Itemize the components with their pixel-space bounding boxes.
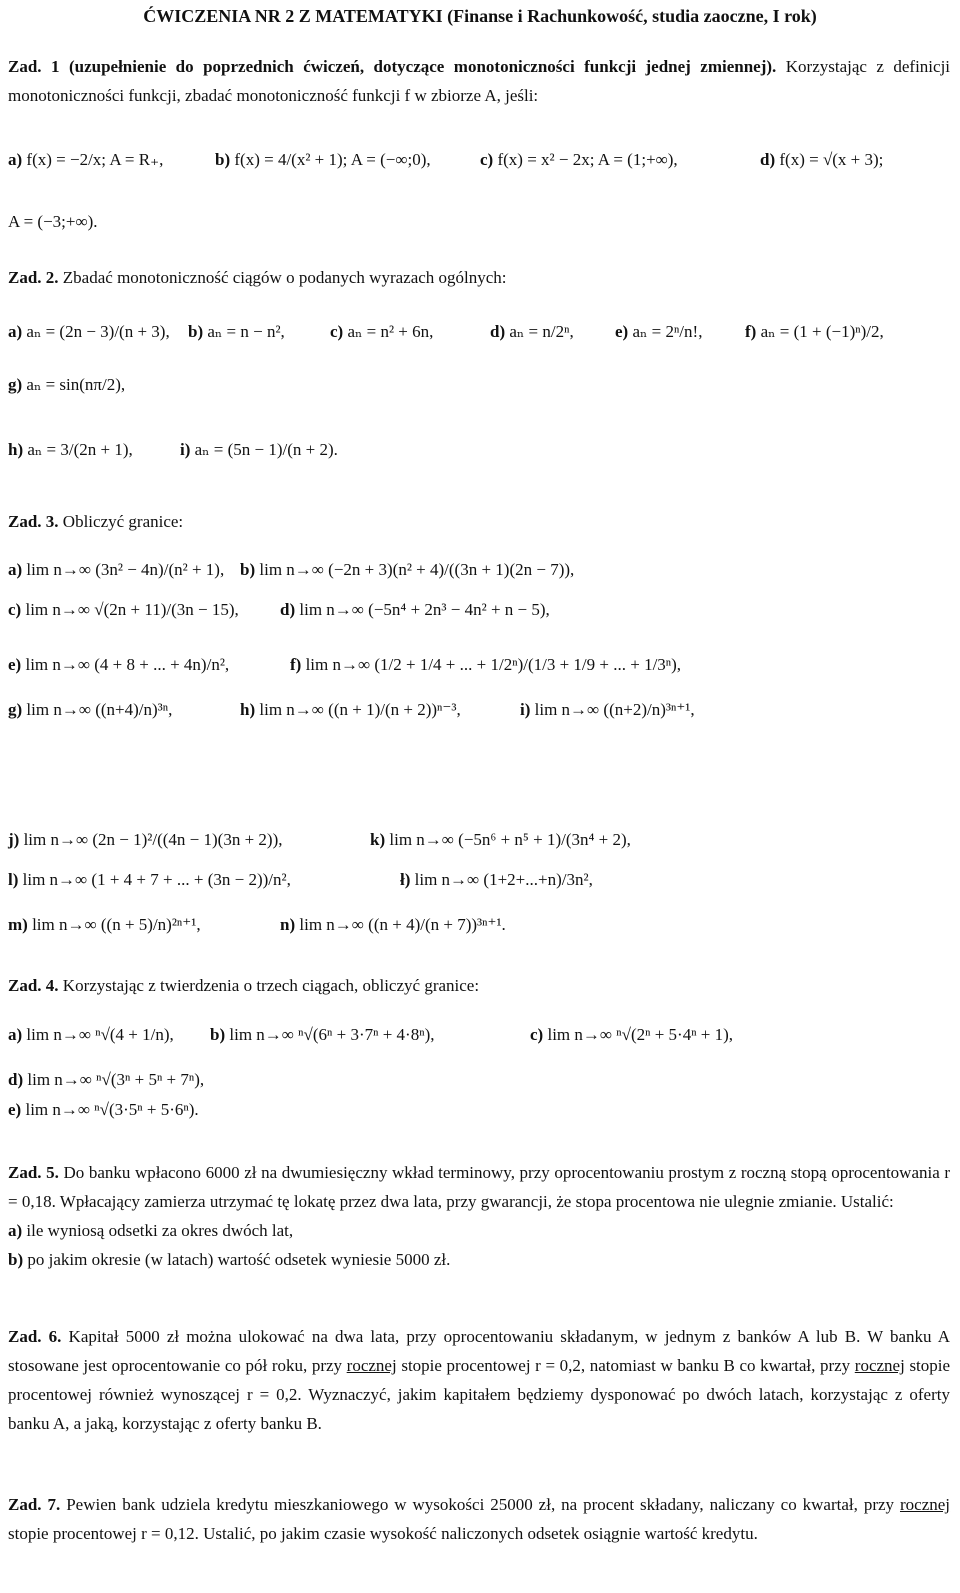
task-5-text: Do banku wpłacono 6000 zł na dwumiesięczny wkład terminowy, przy oprocentowaniu prostym z roczną stopą oprocentowania r = 0,18. Wpłacający zamierza utrzymać tę lokatę przez dwa lata, przy gwarancji, że stopa procentowa nie ulegnie zmianie. Ustalić: xyxy=(8,1163,951,1211)
task-3-item-d: d) lim n→∞ (−5n⁴ + 2n³ − 4n² + n − 5), xyxy=(280,600,550,619)
task-3-item-j: j) lim n→∞ (2n − 1)²/((4n − 1)(3n + 2)), xyxy=(8,830,283,849)
task-2-item-g: g) aₙ = sin(nπ/2), xyxy=(8,375,126,394)
task-2-item-f: f) aₙ = (1 + (−1)ⁿ)/2, xyxy=(745,322,884,341)
task-2-item-e: e) aₙ = 2ⁿ/n!, xyxy=(615,322,703,341)
task-3-item-ł: ł) lim n→∞ (1+2+...+n)/3n², xyxy=(400,870,593,889)
task-2-header: Zad. 2. xyxy=(8,268,59,287)
task-1-item-a: a) f(x) = −2/x; A = R₊, xyxy=(8,150,164,169)
task-3-item-i: i) lim n→∞ ((n+2)/n)³ⁿ⁺¹, xyxy=(520,700,695,719)
task-3-item-h: h) lim n→∞ ((n + 1)/(n + 2))ⁿ⁻³, xyxy=(240,700,461,719)
task-3-item-f: f) lim n→∞ (1/2 + 1/4 + ... + 1/2ⁿ)/(1/3 + 1/9 + ... + 1/3ⁿ), xyxy=(290,655,682,674)
task-3-item-b: b) lim n→∞ (−2n + 3)(n² + 4)/((3n + 1)(2n − 7)), xyxy=(240,560,575,579)
task-1-intro: (uzupełnienie do poprzednich ćwiczeń, dotyczące monotoniczności funkcji jednej zmiennej). xyxy=(68,57,777,76)
task-3-text: Obliczyć granice: xyxy=(62,512,184,531)
task-4-text: Korzystając z twierdzenia o trzech ciągach, obliczyć granice: xyxy=(62,976,480,995)
task-4-item-a: a) lim n→∞ ⁿ√(4 + 1/n), xyxy=(8,1025,174,1044)
task-4-header: Zad. 4. xyxy=(8,976,59,995)
task-1-text: Korzystając z definicji monotoniczności funkcji, zbadać monotoniczność funkcji f w zbiorze A, jeśli: xyxy=(8,57,951,105)
task-3-item-g: g) lim n→∞ ((n+4)/n)³ⁿ, xyxy=(8,700,173,719)
task-7-header: Zad. 7. xyxy=(8,1495,61,1514)
task-7: Zad. 7. Pewien bank udziela kredytu mieszkaniowego w wysokości 25000 zł, na procent składany, naliczany co kwartał, przy rocznej stopie procentowej r = 0,12. Ustalić, po jakim czasie wysokość naliczonych odsetek osiągnie wartość kredytu. xyxy=(8,1495,951,1543)
task-4-item-e: e) lim n→∞ ⁿ√(3·5ⁿ + 5·6ⁿ). xyxy=(8,1100,199,1119)
task-3-item-e: e) lim n→∞ (4 + 8 + ... + 4n)/n², xyxy=(8,655,230,674)
task-6: Zad. 6. Kapitał 5000 zł można ulokować na dwa lata, przy oprocentowaniu składanym, w jednym z banków A lub B. W banku A stosowane jest oprocentowanie co pół roku, przy rocznej stopie procentowej r = 0,2, natomiast w banku B co kwartał, przy rocznej stopie procentowej również wynoszącej r = 0,2. Wyznaczyć, jakim kapitałem będziemy dysponować po dwóch latach, korzystając z oferty banku A, a jaką, korzystając z oferty banku B. xyxy=(8,1327,951,1433)
task-4-item-b: b) lim n→∞ ⁿ√(6ⁿ + 3·7ⁿ + 4·8ⁿ), xyxy=(210,1025,435,1044)
task-5-a: ile wyniosą odsetki za okres dwóch lat, xyxy=(26,1221,294,1240)
task-3-header: Zad. 3. xyxy=(8,512,59,531)
underlined-word: rocznej xyxy=(854,1356,905,1375)
task-1-item-d-set: A = (−3;+∞). xyxy=(8,212,98,231)
task-5-b: po jakim okresie (w latach) wartość odsetek wyniesie 5000 zł. xyxy=(27,1250,451,1269)
task-2-item-i: i) aₙ = (5n − 1)/(n + 2). xyxy=(180,440,338,459)
task-1-item-b: b) f(x) = 4/(x² + 1); A = (−∞;0), xyxy=(215,150,431,169)
task-3-item-n: n) lim n→∞ ((n + 4)/(n + 7))³ⁿ⁺¹. xyxy=(280,915,506,934)
task-4-item-d: d) lim n→∞ ⁿ√(3ⁿ + 5ⁿ + 7ⁿ), xyxy=(8,1070,205,1089)
task-6-header: Zad. 6. xyxy=(8,1327,62,1346)
task-3-item-l: l) lim n→∞ (1 + 4 + 7 + ... + (3n − 2))/n², xyxy=(8,870,291,889)
task-3 xyxy=(8,512,952,532)
task-1 xyxy=(8,52,950,110)
underlined-word: rocznej xyxy=(346,1356,397,1375)
underlined-word: rocznej xyxy=(899,1495,951,1514)
task-2-item-a: a) aₙ = (2n − 3)/(n + 3), xyxy=(8,322,170,341)
task-3-item-k: k) lim n→∞ (−5n⁶ + n⁵ + 1)/(3n⁴ + 2), xyxy=(370,830,631,849)
task-2-item-b: b) aₙ = n − n², xyxy=(188,322,285,341)
page-title: ĆWICZENIA NR 2 Z MATEMATYKI (Finanse i Rachunkowość, studia zaoczne, I rok) xyxy=(143,6,817,26)
task-1-item-c: c) f(x) = x² − 2x; A = (1;+∞), xyxy=(480,150,678,169)
task-3-item-a: a) lim n→∞ (3n² − 4n)/(n² + 1), xyxy=(8,560,225,579)
task-4 xyxy=(8,976,952,996)
task-2-item-d: d) aₙ = n/2ⁿ, xyxy=(490,322,574,341)
task-5-header: Zad. 5. xyxy=(8,1163,59,1182)
task-2-text: Zbadać monotoniczność ciągów o podanych wyrazach ogólnych: xyxy=(62,268,507,287)
task-1-item-d: d) f(x) = √(x + 3); xyxy=(760,150,884,169)
task-3-item-m: m) lim n→∞ ((n + 5)/n)²ⁿ⁺¹, xyxy=(8,915,201,934)
task-3-item-c: c) lim n→∞ √(2n + 11)/(3n − 15), xyxy=(8,600,239,619)
task-2-item-c: c) aₙ = n² + 6n, xyxy=(330,322,434,341)
task-4-item-c: c) lim n→∞ ⁿ√(2ⁿ + 5·4ⁿ + 1), xyxy=(530,1025,734,1044)
task-2-item-h: h) aₙ = 3/(2n + 1), xyxy=(8,440,133,459)
task-2 xyxy=(8,268,952,288)
task-5: Zad. 5. Do banku wpłacono 6000 zł na dwumiesięczny wkład terminowy, przy oprocentowaniu prostym z roczną stopą oprocentowania r = 0,18. Wpłacający zamierza utrzymać tę lokatę przez dwa lata, przy gwarancji, że stopa procentowa nie ulegnie zmianie. Ustalić: a) ile wyniosą odsetki za okres dwóch lat, b) po jakim okresie (w latach) wartość odsetek wyniesie 5000 zł. xyxy=(8,1163,951,1269)
task-1-header: Zad. 1 xyxy=(8,57,60,76)
